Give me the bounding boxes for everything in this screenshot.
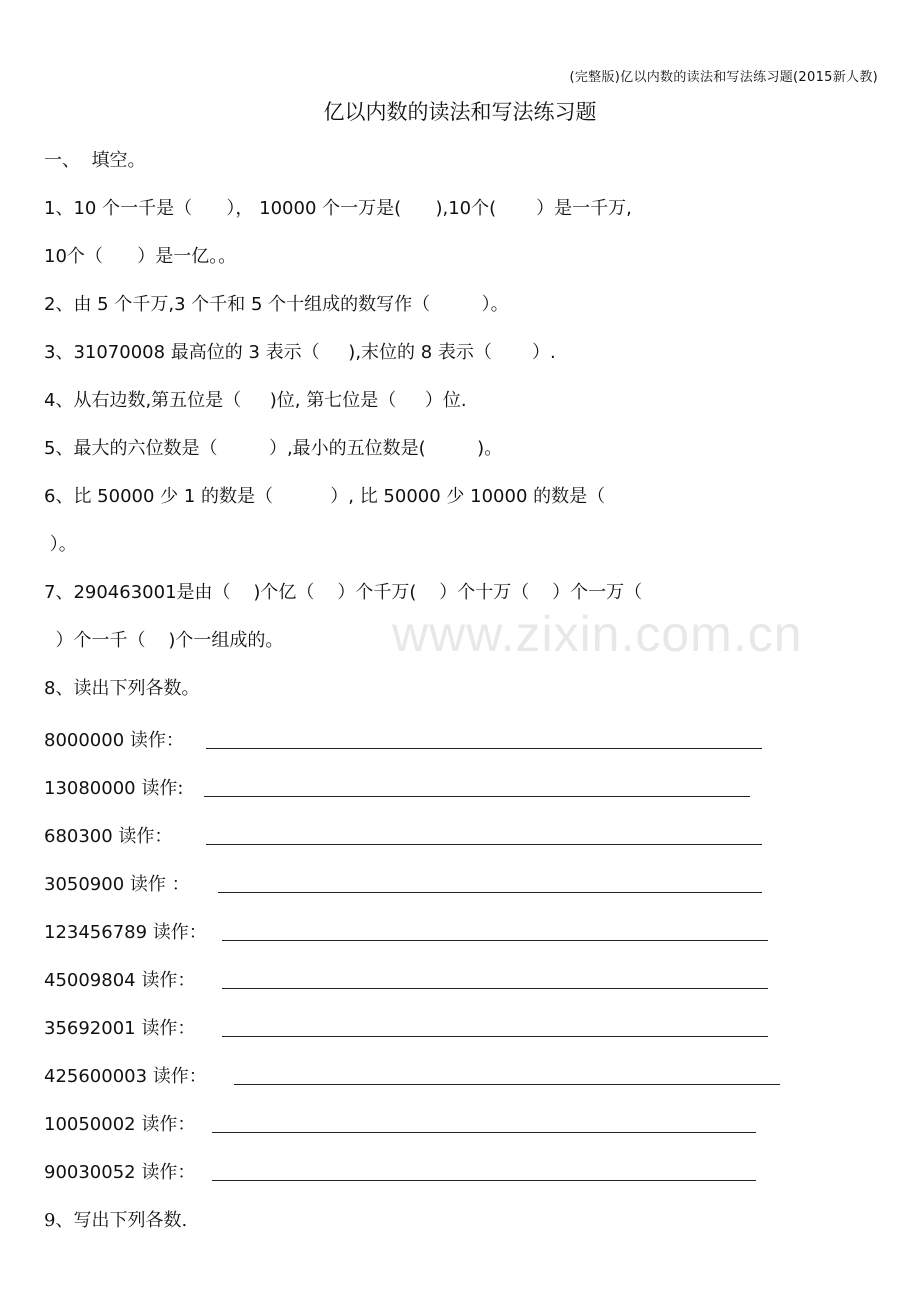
answer-line[interactable]	[234, 1084, 780, 1085]
document-header: (完整版)亿以内数的读法和写法练习题(2015新人教)	[569, 70, 878, 85]
question-9: 9、写出下列各数.	[44, 1210, 188, 1231]
question-7-line-1: 7、290463001是由（ )个亿（ ）个千万( ）个十万（ ）个一万（	[44, 582, 643, 603]
read-item-label: 8000000 读作：	[44, 730, 184, 751]
answer-line[interactable]	[206, 748, 762, 749]
question-5: 5、最大的六位数是（ ）,最小的五位数是( )。	[44, 438, 503, 459]
section-heading: 一、 填空。	[44, 150, 146, 171]
answer-line[interactable]	[212, 1180, 756, 1181]
question-1-line-1: 1、10 个一千是（ ）， 10000 个一万是( ),10个( ）是一千万,	[44, 198, 632, 219]
read-item-label: 13080000 读作:	[44, 778, 184, 799]
answer-line[interactable]	[218, 892, 762, 893]
question-6-line-1: 6、比 50000 少 1 的数是（ ）, 比 50000 少 10000 的数是（	[44, 486, 606, 507]
question-8: 8、读出下列各数。	[44, 678, 200, 699]
answer-line[interactable]	[222, 1036, 768, 1037]
read-item-label: 425600003 读作：	[44, 1066, 207, 1087]
read-item-label: 90030052 读作：	[44, 1162, 196, 1183]
read-item-label: 35692001 读作：	[44, 1018, 196, 1039]
read-item-label: 10050002 读作：	[44, 1114, 196, 1135]
read-item-label: 45009804 读作：	[44, 970, 196, 991]
read-item-label: 123456789 读作：	[44, 922, 207, 943]
watermark: www.zixin.com.cn	[392, 606, 803, 662]
question-4: 4、从右边数,第五位是（ )位, 第七位是（ ）位.	[44, 390, 467, 411]
question-6-line-2: ）。	[44, 534, 77, 555]
answer-line[interactable]	[222, 940, 768, 941]
read-item-label: 680300 读作：	[44, 826, 173, 847]
question-2: 2、由 5 个千万,3 个千和 5 个十组成的数写作（ ）。	[44, 294, 509, 315]
page-title: 亿以内数的读法和写法练习题	[323, 100, 597, 124]
answer-line[interactable]	[222, 988, 768, 989]
answer-line[interactable]	[212, 1132, 756, 1133]
question-7-line-2: ）个一千（ )个一组成的。	[44, 630, 284, 651]
question-3: 3、31070008 最高位的 3 表示（ ),末位的 8 表示（ ）.	[44, 342, 556, 363]
question-1-line-2: 10个（ ）是一亿。。	[44, 246, 237, 267]
answer-line[interactable]	[206, 844, 762, 845]
read-item-label: 3050900 读作 ：	[44, 874, 190, 895]
answer-line[interactable]	[204, 796, 750, 797]
